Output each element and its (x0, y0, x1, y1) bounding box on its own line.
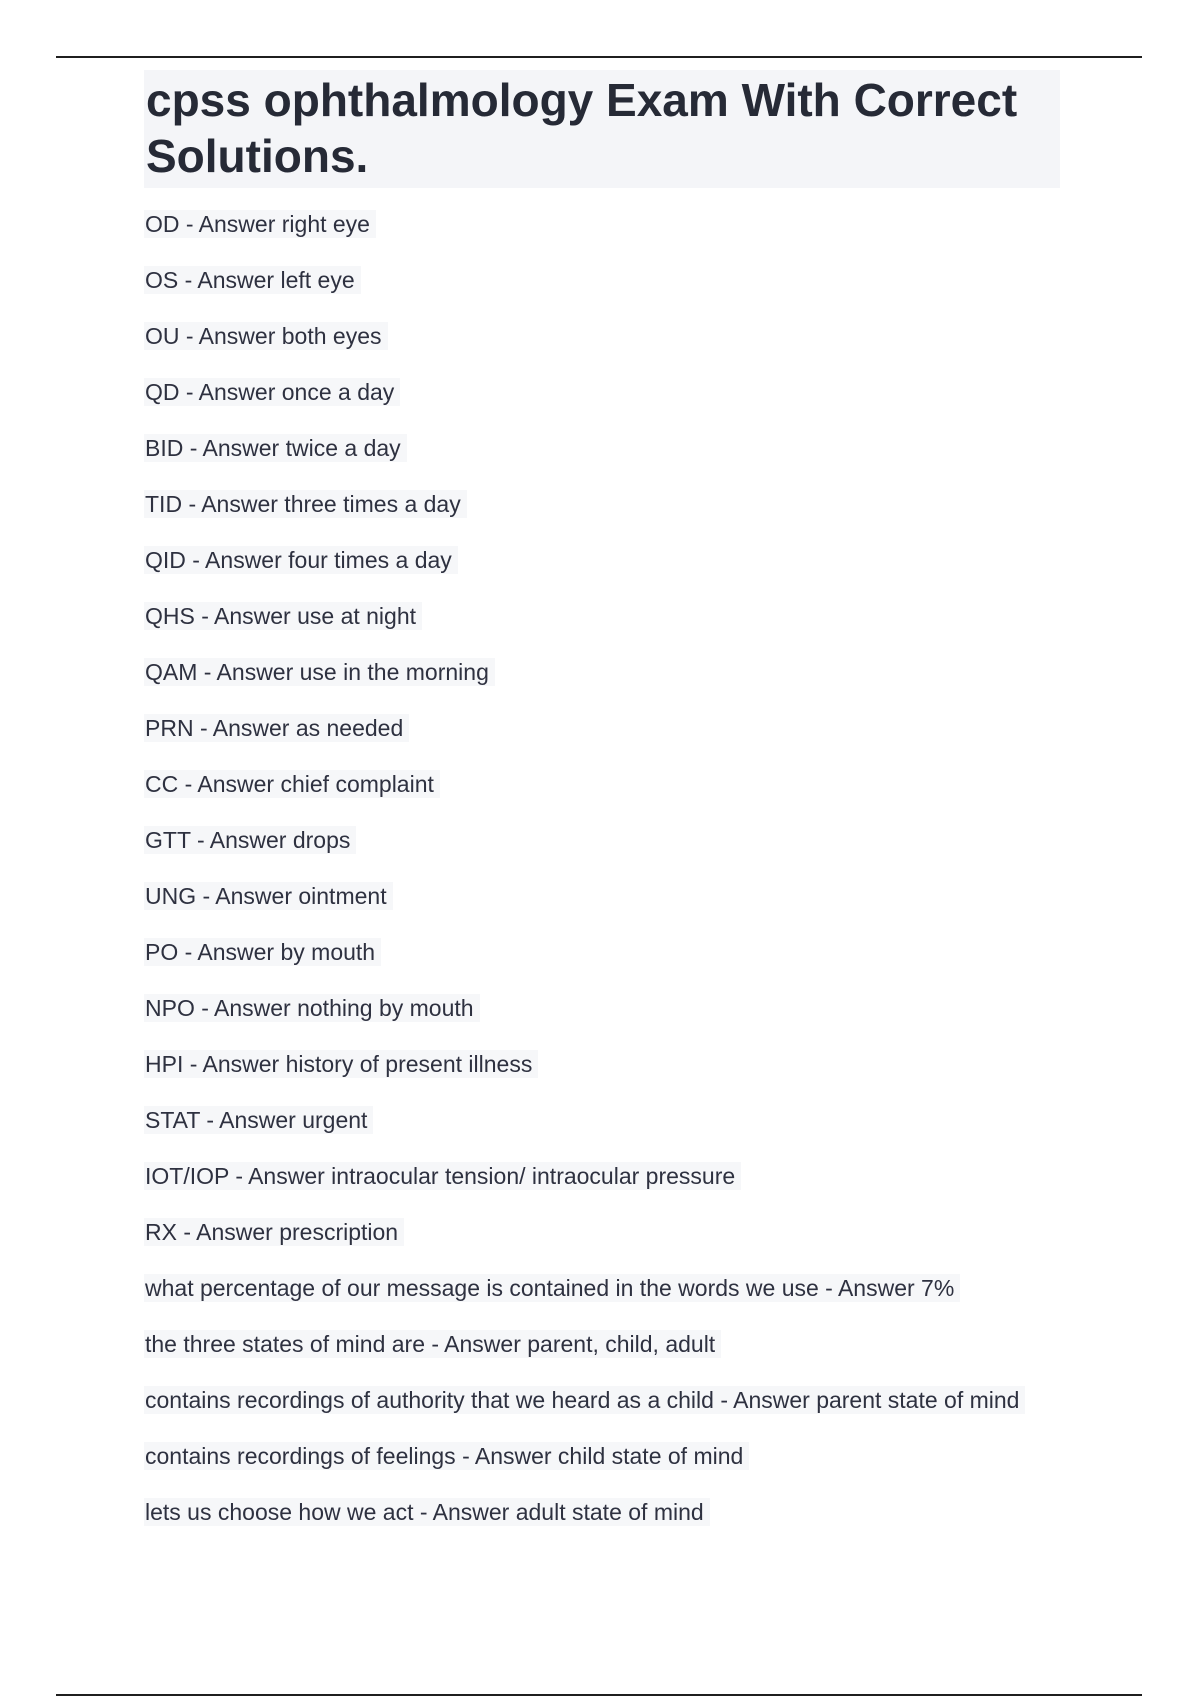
qa-item: RX - Answer prescription (144, 1218, 404, 1246)
qa-item: BID - Answer twice a day (144, 434, 407, 462)
top-divider (56, 56, 1142, 58)
qa-item: QD - Answer once a day (144, 378, 400, 406)
qa-item: OD - Answer right eye (144, 210, 376, 238)
qa-list (144, 210, 1064, 1526)
qa-item: STAT - Answer urgent (144, 1106, 373, 1134)
document-body (144, 70, 1064, 1554)
qa-item: lets us choose how we act - Answer adult state of mind (144, 1498, 710, 1526)
document-title: cpss ophthalmology Exam With Correct Solutions. (146, 74, 1018, 182)
qa-item: QID - Answer four times a day (144, 546, 458, 574)
qa-item: OS - Answer left eye (144, 266, 361, 294)
qa-item: HPI - Answer history of present illness (144, 1050, 538, 1078)
qa-item: contains recordings of authority that we heard as a child - Answer parent state of mind (144, 1386, 1025, 1414)
qa-item: QHS - Answer use at night (144, 602, 422, 630)
qa-item: OU - Answer both eyes (144, 322, 388, 350)
qa-item: PO - Answer by mouth (144, 938, 381, 966)
bottom-divider (56, 1694, 1142, 1696)
qa-item: TID - Answer three times a day (144, 490, 467, 518)
qa-item: CC - Answer chief complaint (144, 770, 440, 798)
qa-item: contains recordings of feelings - Answer child state of mind (144, 1442, 749, 1470)
qa-item: the three states of mind are - Answer parent, child, adult (144, 1330, 721, 1358)
qa-item: what percentage of our message is contained in the words we use - Answer 7% (144, 1274, 960, 1302)
qa-item: IOT/IOP - Answer intraocular tension/ intraocular pressure (144, 1162, 741, 1190)
qa-item: UNG - Answer ointment (144, 882, 393, 910)
qa-item: NPO - Answer nothing by mouth (144, 994, 480, 1022)
qa-item: QAM - Answer use in the morning (144, 658, 495, 686)
qa-item: GTT - Answer drops (144, 826, 356, 854)
title-block (144, 70, 1060, 188)
qa-item: PRN - Answer as needed (144, 714, 409, 742)
